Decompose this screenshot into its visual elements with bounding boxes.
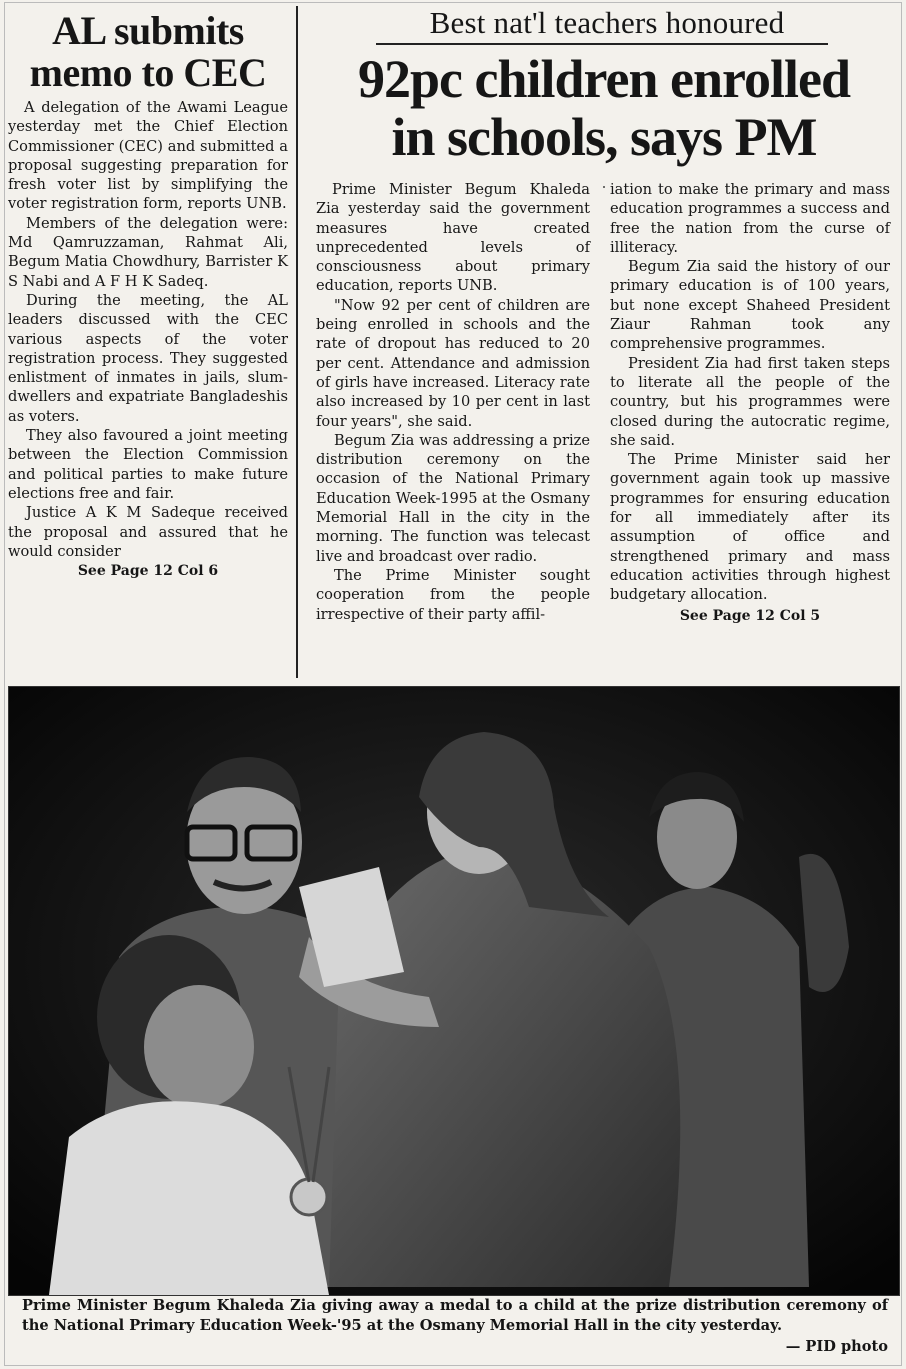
kicker-rule: [376, 43, 828, 45]
photo-caption: Prime Minister Begum Khaleda Zia giving away a medal to a child at the prize distribution ceremony of the National Primary Education Week-'95 at the Osmany Memorial Hall in the city yesterday.: [22, 1297, 888, 1334]
left-headline-line2: memo to CEC: [29, 50, 267, 95]
photo-illustration: [9, 687, 899, 1295]
main-paragraph: The Prime Minister said her government again took up massive programmes for ensuring education for all immediately after its assumption of office and strengthened primary and mass education activities through highest budgetary allocation.: [610, 451, 890, 604]
al-memo-story: [8, 6, 298, 678]
main-headline: [306, 50, 902, 166]
left-paragraph: They also favoured a joint meeting between the Election Commission and political parties to make future elections free and fair.: [8, 427, 288, 502]
left-story-body: [8, 98, 288, 561]
left-headline: [8, 10, 288, 94]
main-paragraph: The Prime Minister sought cooperation from the people irrespective of their party affil-: [316, 566, 590, 623]
main-headline-line1: 92pc children enrolled: [357, 49, 851, 109]
main-paragraph: President Zia had first taken steps to literate all the people of the country, but his programmes were closed during the autocratic regime, she said.: [610, 354, 890, 449]
left-paragraph: During the meeting, the AL leaders discussed with the CEC various aspects of the voter registration process. They suggested enlistment of inmates in jails, slum-dwellers and expatriate Bangladeshis as voters.: [8, 291, 288, 425]
main-story-column-2: [610, 180, 890, 626]
left-paragraph: Members of the delegation were: Md Qamruzzaman, Rahmat Ali, Begum Matia Chowdhury, Barrister K S Nabi and A F H K Sadeq.: [8, 214, 288, 290]
main-paragraph: Prime Minister Begum Khaleda Zia yesterday said the government measures have created unprecedented levels of consciousness about primary education, reports UNB.: [316, 181, 590, 295]
main-story-column-1: [316, 180, 590, 624]
main-headline-line2: in schools, says PM: [391, 107, 817, 167]
main-paragraph: "Now 92 per cent of children are being enrolled in schools and the rate of dropout has reduced to 20 per cent. Attendance and admission of girls have increased. Literacy rate also increased by 10 per cent in last four years", she said.: [316, 296, 590, 430]
kicker-headline: Best nat'l teachers honoured: [429, 5, 785, 40]
main-jump-line: See Page 12 Col 5: [679, 607, 821, 624]
main-paragraph: Begum Zia said the history of our primary education is of 100 years, but none except Shaheed President Ziaur Rahman took any comprehensive programmes.: [610, 258, 890, 353]
photo-credit: — PID photo: [785, 1338, 888, 1355]
left-paragraph: A delegation of the Awami League yesterday met the Chief Election Commissioner (CEC) and submitted a proposal suggesting preparation for fresh voter list by simplifying the voter registration form, reports UNB.: [8, 99, 288, 213]
main-paragraph: Begum Zia was addressing a prize distribution ceremony on the occasion of the National Primary Education Week-1995 at the Osmany Memorial Hall in the city in the morning. The function was telecast live and broadcast over radio.: [316, 431, 590, 565]
main-paragraph: iation to make the primary and mass education programmes a success and free the nation from the curse of illiteracy.: [610, 181, 890, 256]
column-separator-dot: [603, 186, 605, 188]
medal: [291, 1179, 327, 1215]
left-headline-line1: AL submits: [52, 8, 244, 53]
left-paragraph: Justice A K M Sadeque received the proposal and assured that he would consider: [8, 504, 288, 560]
news-photo: [8, 686, 900, 1296]
left-jump-line: See Page 12 Col 6: [77, 563, 219, 580]
